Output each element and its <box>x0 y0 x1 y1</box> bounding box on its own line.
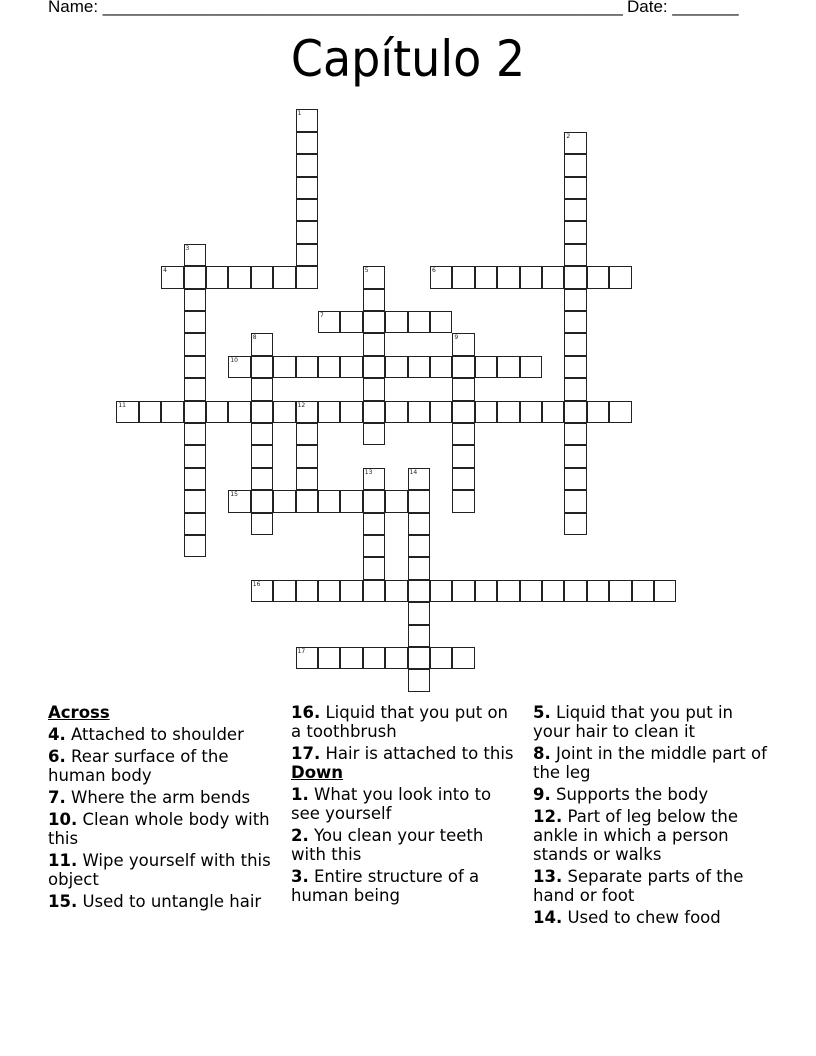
cell-number: 14 <box>409 468 418 476</box>
cell-number: 10 <box>230 356 238 364</box>
grid-cell[interactable] <box>609 401 631 423</box>
grid-cell[interactable] <box>251 445 273 467</box>
grid-cell[interactable] <box>520 580 542 602</box>
grid-cell[interactable] <box>363 513 385 535</box>
grid-cell[interactable] <box>385 490 407 512</box>
clue-down-3 <box>291 867 521 905</box>
grid-cell[interactable] <box>497 266 519 288</box>
grid-cell[interactable] <box>296 490 318 512</box>
clue-down-5 <box>533 703 773 741</box>
grid-cell[interactable] <box>251 333 273 355</box>
grid-cell[interactable] <box>318 490 340 512</box>
grid-cell[interactable] <box>340 401 362 423</box>
grid-cell[interactable] <box>363 580 385 602</box>
cell-number: 5 <box>364 267 369 275</box>
grid-cell[interactable] <box>228 356 250 378</box>
grid-cell[interactable] <box>385 311 407 333</box>
grid-cell[interactable] <box>609 266 631 288</box>
grid-cell[interactable] <box>296 423 318 445</box>
grid-cell[interactable] <box>296 221 318 243</box>
clue-down-14 <box>533 908 773 927</box>
grid-cell[interactable] <box>452 468 474 490</box>
grid-cell[interactable] <box>340 647 362 669</box>
cell-number: 8 <box>252 334 257 342</box>
grid-cell[interactable] <box>296 199 318 221</box>
grid-cell[interactable] <box>340 311 362 333</box>
grid-cell[interactable] <box>184 468 206 490</box>
clue-number: 14. <box>533 908 563 927</box>
grid-cell[interactable] <box>184 333 206 355</box>
clue-across-10 <box>48 810 278 848</box>
clue-text: You clean your teeth with this <box>291 826 484 864</box>
clues-column-1 <box>48 703 278 914</box>
grid-cell[interactable] <box>161 266 183 288</box>
clue-down-8 <box>533 744 773 782</box>
clue-number: 3. <box>291 867 309 886</box>
grid-cell[interactable] <box>385 647 407 669</box>
grid-cell[interactable] <box>251 266 273 288</box>
grid-cell[interactable] <box>296 580 318 602</box>
down-heading: Down <box>291 763 344 782</box>
grid-cell[interactable] <box>273 580 295 602</box>
grid-cell[interactable] <box>161 401 183 423</box>
grid-cell[interactable] <box>564 266 586 288</box>
clue-across-17 <box>291 744 521 763</box>
clue-number: 17. <box>291 744 321 763</box>
grid-cell[interactable] <box>273 490 295 512</box>
grid-cell[interactable] <box>452 445 474 467</box>
grid-cell[interactable] <box>228 490 250 512</box>
grid-cell[interactable] <box>340 580 362 602</box>
grid-cell[interactable] <box>116 401 138 423</box>
clue-number: 2. <box>291 826 309 845</box>
grid-cell[interactable] <box>363 468 385 490</box>
grid-cell[interactable] <box>184 289 206 311</box>
grid-cell[interactable] <box>206 401 228 423</box>
grid-cell[interactable] <box>475 266 497 288</box>
clue-down-13 <box>533 867 773 905</box>
grid-cell[interactable] <box>184 445 206 467</box>
grid-cell[interactable] <box>251 378 273 400</box>
grid-cell[interactable] <box>251 423 273 445</box>
grid-cell[interactable] <box>430 356 452 378</box>
grid-cell[interactable] <box>296 266 318 288</box>
grid-cell[interactable] <box>363 490 385 512</box>
clue-text: Used to untangle hair <box>82 892 262 911</box>
grid-cell[interactable] <box>408 669 430 691</box>
grid-cell[interactable] <box>273 401 295 423</box>
cell-number: 11 <box>118 401 126 409</box>
grid-cell[interactable] <box>184 356 206 378</box>
date-field[interactable]: Date: _______ <box>627 0 739 16</box>
grid-cell[interactable] <box>184 535 206 557</box>
grid-cell[interactable] <box>475 356 497 378</box>
grid-cell[interactable] <box>318 356 340 378</box>
grid-cell[interactable] <box>520 266 542 288</box>
grid-cell[interactable] <box>184 490 206 512</box>
grid-cell[interactable] <box>564 177 586 199</box>
grid-cell[interactable] <box>430 647 452 669</box>
grid-cell[interactable] <box>184 401 206 423</box>
grid-cell[interactable] <box>296 647 318 669</box>
grid-cell[interactable] <box>251 580 273 602</box>
grid-cell[interactable] <box>408 580 430 602</box>
cell-number: 16 <box>252 580 261 588</box>
clue-text: Separate parts of the hand or foot <box>533 867 744 905</box>
grid-cell[interactable] <box>340 490 362 512</box>
clue-text: Wipe yourself with this object <box>48 851 271 889</box>
clue-text: Entire structure of a human being <box>291 867 480 905</box>
clue-across-15 <box>48 892 278 911</box>
grid-cell[interactable] <box>452 647 474 669</box>
grid-cell[interactable] <box>497 401 519 423</box>
grid-cell[interactable] <box>363 311 385 333</box>
clue-across-11 <box>48 851 278 889</box>
grid-cell[interactable] <box>385 580 407 602</box>
grid-cell[interactable] <box>318 311 340 333</box>
clue-text: Attached to shoulder <box>71 725 244 744</box>
clue-text: Liquid that you put on a toothbrush <box>291 703 509 741</box>
grid-cell[interactable] <box>475 580 497 602</box>
grid-cell[interactable] <box>587 266 609 288</box>
grid-cell[interactable] <box>385 356 407 378</box>
grid-cell[interactable] <box>408 356 430 378</box>
grid-cell[interactable] <box>363 423 385 445</box>
cell-number: 3 <box>185 244 190 252</box>
grid-cell[interactable] <box>184 244 206 266</box>
grid-cell[interactable] <box>430 401 452 423</box>
grid-cell[interactable] <box>564 423 586 445</box>
clue-down-12 <box>533 807 773 864</box>
grid-cell[interactable] <box>564 378 586 400</box>
clues-column-3 <box>533 703 773 930</box>
cell-number: 9 <box>454 334 459 342</box>
grid-cell[interactable] <box>363 289 385 311</box>
grid-cell[interactable] <box>363 401 385 423</box>
clue-text: Joint in the middle part of the leg <box>533 744 767 782</box>
grid-cell[interactable] <box>520 401 542 423</box>
grid-cell[interactable] <box>363 378 385 400</box>
grid-cell[interactable] <box>452 401 474 423</box>
cell-number: 1 <box>297 110 302 118</box>
grid-cell[interactable] <box>430 580 452 602</box>
clue-text: Where the arm bends <box>71 788 251 807</box>
grid-cell[interactable] <box>296 154 318 176</box>
grid-cell[interactable] <box>228 401 250 423</box>
grid-cell[interactable] <box>251 401 273 423</box>
grid-cell[interactable] <box>184 311 206 333</box>
clue-text: Used to chew food <box>567 908 721 927</box>
grid-cell[interactable] <box>452 266 474 288</box>
grid-cell[interactable] <box>654 580 676 602</box>
grid-cell[interactable] <box>564 490 586 512</box>
grid-cell[interactable] <box>363 647 385 669</box>
grid-cell[interactable] <box>564 333 586 355</box>
grid-cell[interactable] <box>296 109 318 131</box>
grid-cell[interactable] <box>564 221 586 243</box>
grid-cell[interactable] <box>452 333 474 355</box>
grid-cell[interactable] <box>363 266 385 288</box>
grid-cell[interactable] <box>564 513 586 535</box>
grid-cell[interactable] <box>296 244 318 266</box>
grid-cell[interactable] <box>363 356 385 378</box>
clue-across-4 <box>48 725 278 744</box>
clue-number: 4. <box>48 725 66 744</box>
clue-text: Clean whole body with this <box>48 810 270 848</box>
clue-text: Supports the body <box>556 785 709 804</box>
grid-cell[interactable] <box>340 356 362 378</box>
grid-cell[interactable] <box>408 647 430 669</box>
clue-number: 12. <box>533 807 563 826</box>
grid-cell[interactable] <box>542 266 564 288</box>
clue-number: 6. <box>48 747 66 766</box>
grid-cell[interactable] <box>452 490 474 512</box>
grid-cell[interactable] <box>587 401 609 423</box>
grid-cell[interactable] <box>564 244 586 266</box>
grid-cell[interactable] <box>296 356 318 378</box>
grid-cell[interactable] <box>206 266 228 288</box>
grid-cell[interactable] <box>408 513 430 535</box>
clue-text: Hair is attached to this <box>325 744 514 763</box>
grid-cell[interactable] <box>452 423 474 445</box>
cell-number: 15 <box>230 491 238 499</box>
grid-cell[interactable] <box>228 266 250 288</box>
grid-cell[interactable] <box>452 580 474 602</box>
cell-number: 17 <box>297 647 306 655</box>
grid-cell[interactable] <box>587 580 609 602</box>
grid-cell[interactable] <box>184 423 206 445</box>
grid-cell[interactable] <box>139 401 161 423</box>
clue-text: Liquid that you put in your hair to clean it <box>533 703 734 741</box>
grid-cell[interactable] <box>363 535 385 557</box>
clue-number: 8. <box>533 744 551 763</box>
grid-cell[interactable] <box>184 513 206 535</box>
grid-cell[interactable] <box>520 356 542 378</box>
clue-down-1 <box>291 785 521 823</box>
grid-cell[interactable] <box>408 468 430 490</box>
grid-cell[interactable] <box>296 445 318 467</box>
grid-cell[interactable] <box>318 647 340 669</box>
grid-cell[interactable] <box>564 154 586 176</box>
grid-cell[interactable] <box>542 401 564 423</box>
grid-cell[interactable] <box>408 625 430 647</box>
clue-number: 11. <box>48 851 78 870</box>
grid-cell[interactable] <box>296 132 318 154</box>
grid-cell[interactable] <box>564 199 586 221</box>
grid-cell[interactable] <box>296 468 318 490</box>
grid-cell[interactable] <box>452 378 474 400</box>
grid-cell[interactable] <box>296 401 318 423</box>
clue-number: 1. <box>291 785 309 804</box>
clue-across-16 <box>291 703 521 741</box>
cell-number: 7 <box>319 311 324 319</box>
grid-cell[interactable] <box>184 378 206 400</box>
grid-cell[interactable] <box>408 401 430 423</box>
grid-cell[interactable] <box>564 401 586 423</box>
grid-cell[interactable] <box>564 468 586 490</box>
grid-cell[interactable] <box>408 311 430 333</box>
grid-cell[interactable] <box>318 401 340 423</box>
cell-number: 13 <box>364 468 373 476</box>
grid-cell[interactable] <box>564 356 586 378</box>
grid-cell[interactable] <box>251 513 273 535</box>
clue-text: Part of leg below the ankle in which a person stands or walks <box>533 807 739 864</box>
grid-cell[interactable] <box>564 580 586 602</box>
grid-cell[interactable] <box>296 177 318 199</box>
clue-across-7 <box>48 788 278 807</box>
grid-cell[interactable] <box>251 490 273 512</box>
page-title: Capítulo 2 <box>290 30 526 88</box>
cell-number: 2 <box>566 132 571 140</box>
grid-cell[interactable] <box>475 401 497 423</box>
clue-number: 7. <box>48 788 66 807</box>
grid-cell[interactable] <box>497 580 519 602</box>
clue-text: What you look into to see yourself <box>291 785 492 823</box>
grid-cell[interactable] <box>497 356 519 378</box>
grid-cell[interactable] <box>408 602 430 624</box>
clue-number: 5. <box>533 703 551 722</box>
clue-number: 13. <box>533 867 563 886</box>
grid-cell[interactable] <box>564 311 586 333</box>
grid-cell[interactable] <box>452 356 474 378</box>
grid-cell[interactable] <box>564 132 586 154</box>
clue-number: 15. <box>48 892 78 911</box>
grid-cell[interactable] <box>363 557 385 579</box>
clue-down-2 <box>291 826 521 864</box>
grid-cell[interactable] <box>632 580 654 602</box>
grid-cell[interactable] <box>542 580 564 602</box>
clues-column-2 <box>291 703 521 908</box>
grid-cell[interactable] <box>430 311 452 333</box>
cell-number: 6 <box>431 267 436 275</box>
grid-cell[interactable] <box>385 401 407 423</box>
grid-cell[interactable] <box>430 266 452 288</box>
grid-cell[interactable] <box>318 580 340 602</box>
clue-number: 16. <box>291 703 321 722</box>
clue-down-9 <box>533 785 773 804</box>
grid-cell[interactable] <box>408 535 430 557</box>
grid-cell[interactable] <box>564 289 586 311</box>
grid-cell[interactable] <box>363 333 385 355</box>
clue-text: Rear surface of the human body <box>48 747 229 785</box>
across-heading: Across <box>48 703 110 722</box>
grid-cell[interactable] <box>251 356 273 378</box>
grid-cell[interactable] <box>273 266 295 288</box>
grid-cell[interactable] <box>408 557 430 579</box>
grid-cell[interactable] <box>564 445 586 467</box>
grid-cell[interactable] <box>273 356 295 378</box>
grid-cell[interactable] <box>251 468 273 490</box>
grid-cell[interactable] <box>408 490 430 512</box>
cell-number: 4 <box>163 267 167 275</box>
name-field[interactable]: Name: _______________________________________________________ <box>48 0 623 16</box>
grid-cell[interactable] <box>184 266 206 288</box>
clue-across-6 <box>48 747 278 785</box>
grid-cell[interactable] <box>609 580 631 602</box>
cell-number: 12 <box>297 401 306 409</box>
clue-number: 10. <box>48 810 78 829</box>
clue-number: 9. <box>533 785 551 804</box>
